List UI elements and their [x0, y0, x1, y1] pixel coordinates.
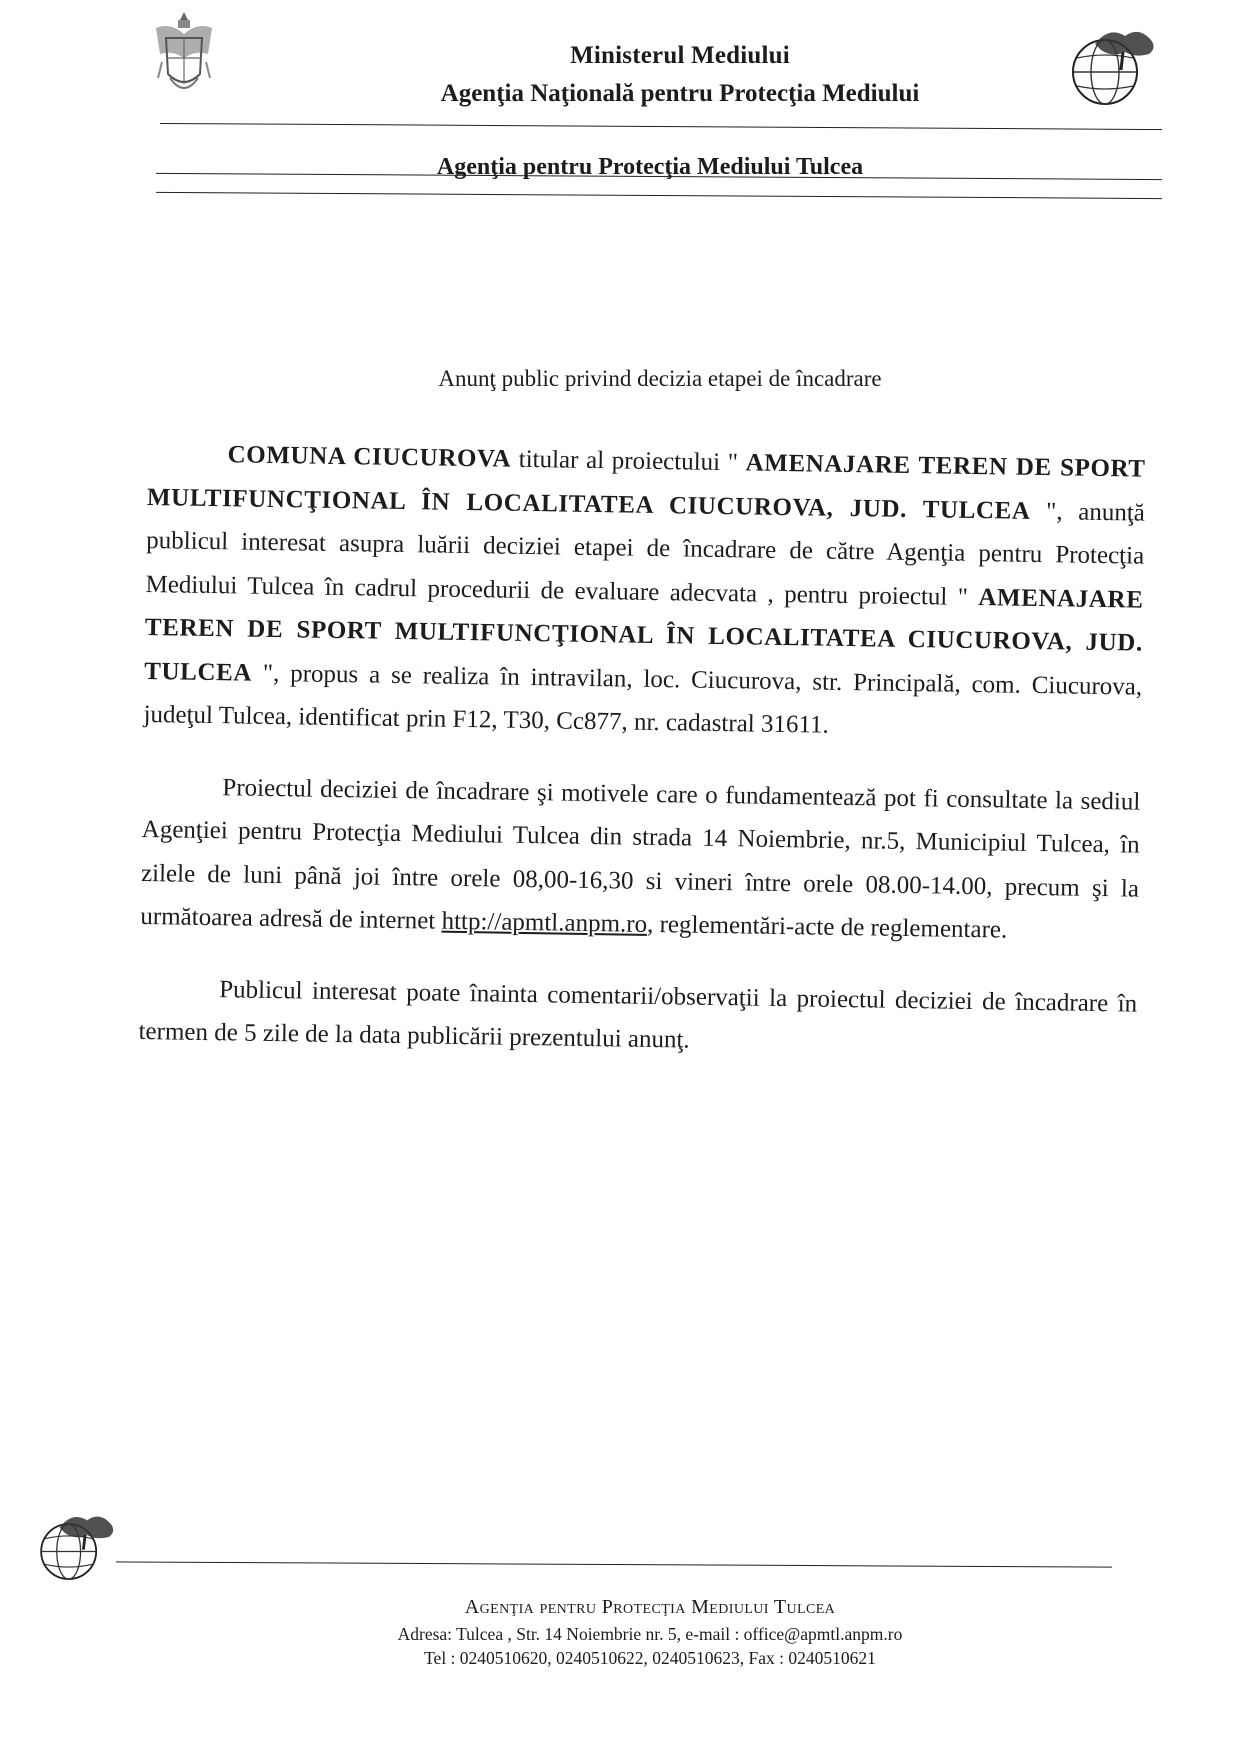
footer-phones: Tel : 0240510620, 0240510622, 0240510623, Fax : 0240510621 — [424, 1648, 876, 1668]
national-agency-heading: Agenţia Naţională pentru Protecţia Mediului — [440, 80, 920, 107]
agency-globe-logo — [1065, 18, 1161, 114]
paragraph-consultation — [140, 764, 1141, 954]
header-divider — [156, 192, 1162, 199]
ministry-heading: Ministerul Mediului — [570, 42, 790, 69]
paragraph-text: Proiectul deciziei de încadrare şi motivele care o fundamentează pot fi consultate la sediul Agenţiei pentru Protecţia Mediului Tulcea din strada 14 Noiembrie, nr.5, Municipiul Tulcea, în zilele de luni până joi între orele 08,00-16,30 si vineri între orele 08.00-14.00, precum şi la următoarea adresă de internet — [140, 773, 1141, 935]
paragraph-text: ", anunţă publicul interesat asupra luării deciziei etapei de încadrare de către Agenţia pentru Protecţia Mediului Tulcea în cadrul procedurii de evaluare adecvata , pentru proiectul " — [145, 497, 1146, 611]
footer-divider — [116, 1561, 1112, 1567]
paragraph-text: ", propus a se realiza în intravilan, loc. Ciucurova, str. Principală, com. Ciucurova, judeţul Tulcea, identificat prin F12, T30, Cc877, nr. cadastral 31611. — [143, 659, 1143, 739]
footer-agency-name: Agenţia pentru Protecţia Mediului Tulcea — [464, 1596, 836, 1618]
project-name: AMENAJARE TEREN DE SPORT MULTIFUNCŢIONAL ÎN LOCALITATEA CIUCUROVA, JUD. TULCEA — [144, 583, 1144, 687]
paragraph-comments — [138, 966, 1137, 1069]
announcement-body — [138, 432, 1146, 1097]
paragraph-holder — [143, 432, 1146, 752]
footer-address: Adresa: Tulcea , Str. 14 Noiembrie nr. 5, e-mail : office@apmtl.anpm.ro — [397, 1624, 903, 1644]
paragraph-text: , reglementări-acte de reglementare. — [646, 910, 1008, 944]
paragraph-text: titular al proiectului " — [510, 445, 746, 477]
project-name: AMENAJARE TEREN DE SPORT MULTIFUNCŢIONAL ÎN LOCALITATEA CIUCUROVA, JUD. TULCEA — [146, 449, 1146, 525]
coat-of-arms-logo — [150, 8, 218, 100]
local-agency-heading: Agenţia pentru Protecţia Mediului Tulcea — [436, 154, 864, 180]
project-holder: COMUNA CIUCUROVA — [227, 441, 512, 473]
website-link[interactable]: http://apmtl.anpm.ro — [441, 907, 648, 938]
agency-globe-logo — [32, 1502, 120, 1590]
header-divider — [160, 123, 1162, 130]
paragraph-text: Publicul interesat poate înainta comentarii/observaţii la proiectul deciziei de încadrare în termen de 5 zile de la data publicării prezentului anunţ. — [138, 975, 1138, 1054]
announcement-title: Anunţ public privind decizia etapei de încadrare — [438, 366, 882, 391]
